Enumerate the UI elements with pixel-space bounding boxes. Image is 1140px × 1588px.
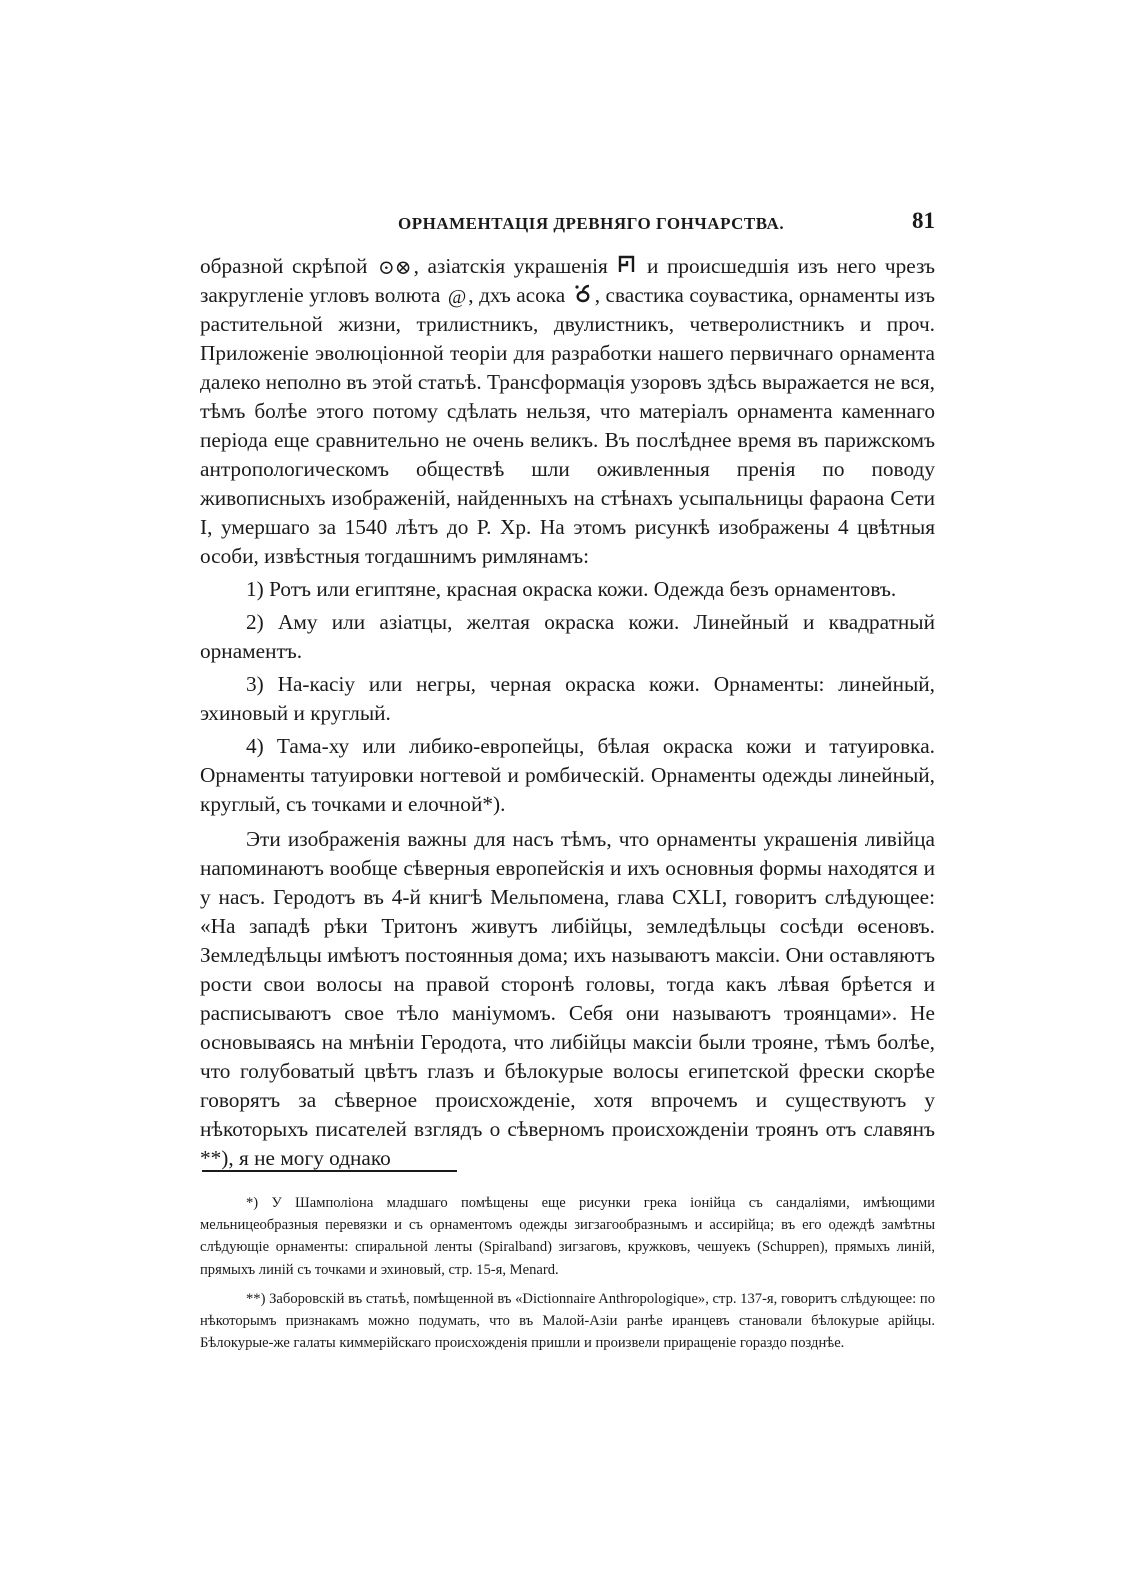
list-item: 1) Ротъ или египтяне, красная окраска кожи. Одежда безъ орнаментовъ. [246, 577, 897, 601]
body-text [200, 252, 935, 1173]
paragraph-text: , свастика соувастика, орнаменты изъ растительной жизни, трилистникъ, двулистникъ, четверолистникъ и проч. Приложеніе эволюціонной теоріи для разработки нашего первичнаго орнамента далеко неполно въ этой статьѣ. Трансформація узоровъ здѣсь выражается не вся, тѣмъ болѣе этого потому сдѣлать нельзя, что матеріалъ орнамента каменнаго періода еще сравнительно не очень великъ. Въ послѣднее время въ парижскомъ антропологическомъ обществѣ шли оживленныя пренія по поводу живописныхъ изображеній, найденныхъ на стѣнахъ усыпальницы фараона Сети I, умершаго за 1540 лѣтъ до Р. Хр. На этомъ рисункѣ изображены 4 цвѣтныя особи, извѣстныя тогдашнимъ римлянамъ: [200, 283, 935, 568]
footnotes [200, 1192, 935, 1361]
footnote-2: **) Заборовскій въ статьѣ, помѣщенной въ «Dictionnaire Anthropologique», стр. 137-я, говоритъ слѣдующее: по нѣкоторымъ признакамъ можно подумать, что въ Малой-Азіи ранѣе иранцевъ становали бѣлокурые арійцы. Бѣлокурые-же галаты киммерійскаго происхожденія пришли и произвели приращеніе гораздо позднѣе. [200, 1290, 935, 1352]
paragraph-text: и происшедшія изъ него чрезъ закругленіе угловъ волюта [200, 254, 936, 307]
footnote-divider [202, 1170, 457, 1172]
footnote-1: *) У Шамполіона младшаго помѣщены еще рисунки грека іонійца съ сандаліями, имѣющими мельницеобразныя перевязки и съ орнаментомъ одежды зигзагообразнымъ и ассирійца; въ его одеждѣ замѣтны слѣдующіе орнаменты: спиральной ленты (Spiralband) зигзаговъ, кружковъ, чешуекъ (Schuppen), прямыхъ линій, прямыхъ линій съ точками и эхиновый, стр. 15-я, Menard. [200, 1195, 935, 1278]
page-number: 81 [912, 208, 935, 233]
asoka-symbol-icon [573, 283, 593, 307]
list-item: 2) Аму или азіатцы, желтая окраска кожи. Линейный и квадратный орнаментъ. [200, 610, 935, 663]
paragraph-herodotus: Эти изображенія важны для насъ тѣмъ, что орнаменты украшенія ливійца напоминаютъ вообще сѣверныя европейскія и ихъ основныя формы находятся и у насъ. Геродотъ въ 4-й книгѣ Мельпомена, глава CXLI, говоритъ слѣдующее: «На западѣ рѣки Тритонъ живутъ либійцы, земледѣльцы сосѣди ѳсеновъ. Земледѣльцы имѣютъ постоянныя дома; ихъ называютъ максіи. Они оставляютъ рости свои волосы на правой сторонѣ головы, тогда какъ лѣвая брѣется и расписываютъ свое тѣло маніумомъ. Себя они называютъ троянцами». Не основываясь на мнѣніи Геродота, что либійцы максіи были трояне, тѣмъ болѣе, что голубоватый цвѣтъ глазъ и бѣлокурые волосы египетской фрески скорѣе говорятъ за сѣверное происхожденіе, хотя впрочемъ и существуютъ у нѣкоторыхъ писателей взглядъ о сѣверномъ происхожденіи троянъ отъ славянъ **), я не могу однако [200, 827, 935, 1170]
paragraph-text: , дхъ асока [468, 283, 566, 307]
paragraph-text: образной скрѣпой [200, 254, 368, 278]
page-header [200, 208, 935, 242]
running-title: ОРНАМЕНТАЦІЯ ДРЕВНЯГО ГОНЧАРСТВА. [398, 214, 785, 233]
paragraph-text: , азіатскія украшенія [413, 254, 608, 278]
circle-dot-and-crossed-circle-icon: ⊙⊗ [378, 257, 412, 279]
volute-spiral-icon: @ [447, 286, 467, 308]
paragraph-intro [200, 252, 935, 571]
list-item: 4) Тама-ху или либико-европейцы, бѣлая окраска кожи и татуировка. Орнаменты татуировки ногтевой и ромбическій. Орнаменты одежды линейный, круглый, съ точками и елочной*). [200, 734, 935, 816]
meander-icon [618, 254, 636, 278]
list-item: 3) На-касіу или негры, черная окраска кожи. Орнаменты: линейный, эхиновый и круглый. [200, 672, 935, 725]
